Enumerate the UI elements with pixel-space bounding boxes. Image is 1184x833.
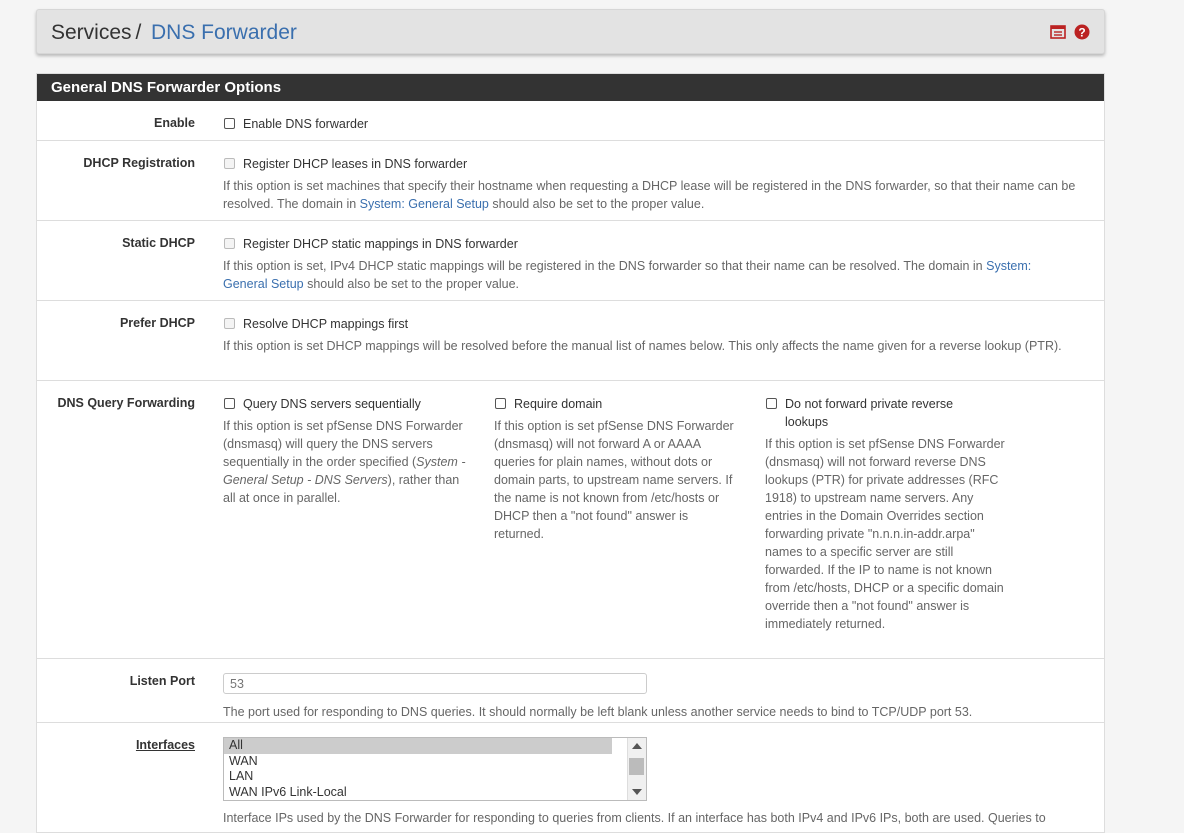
interfaces-listbox[interactable] xyxy=(223,737,647,801)
help-text: If this option is set machines that specify their hostname when requesting a DHCP lease will be registered in the DNS forwarder, so that their name can be resolved. The domain in xyxy=(223,179,1076,211)
no-private-reverse-help: If this option is set pfSense DNS Forwarder (dnsmasq) will not forward reverse DNS lookups (PTR) for private addresses (RFC 1918) to upstream name servers. Any entries in the Domain Overrides section forwarding private "n.n.n.in-addr.arpa" names to a specific server are still forwarded. If the IP to name is not known from /etc/hosts, DHCP or a specific domain override then a "not found" answer is immediately returned. xyxy=(765,437,1005,631)
listbox-scrollbar[interactable] xyxy=(627,738,646,800)
dhcp-registration-help xyxy=(223,177,1098,213)
interface-option[interactable]: All xyxy=(224,738,612,754)
general-setup-link[interactable]: System: General Setup xyxy=(359,197,489,211)
no-private-reverse-checkbox[interactable] xyxy=(766,398,777,409)
require-domain-checkbox[interactable] xyxy=(495,398,506,409)
general-options-panel xyxy=(36,73,1105,833)
static-dhcp-label: Static DHCP xyxy=(122,236,195,250)
help-text: ), rather than all at once in parallel. xyxy=(223,473,460,505)
panel-title: General DNS Forwarder Options xyxy=(37,74,1104,101)
enable-checkbox[interactable] xyxy=(224,118,235,129)
prefer-dhcp-checkbox[interactable] xyxy=(224,318,235,329)
static-dhcp-checkbox-label[interactable]: Register DHCP static mappings in DNS forwarder xyxy=(243,237,518,251)
row-listen-port xyxy=(37,658,1104,723)
no-private-reverse-label[interactable]: Do not forward private reverse lookups xyxy=(785,397,954,429)
listen-port-help: The port used for responding to DNS queries. It should normally be left blank unless another service needs to bind to TCP/UDP port 53. xyxy=(223,705,973,719)
row-prefer-dhcp xyxy=(37,300,1104,381)
interfaces-help: Interface IPs used by the DNS Forwarder for responding to queries from clients. If an interface has both IPv4 and IPv6 IPs, both are used. Queries to xyxy=(223,811,1046,825)
row-static-dhcp xyxy=(37,220,1104,301)
require-domain-label[interactable]: Require domain xyxy=(514,397,603,411)
interfaces-label[interactable]: Interfaces xyxy=(135,738,195,752)
interface-option[interactable]: WAN xyxy=(229,753,258,768)
help-icon[interactable] xyxy=(1074,24,1090,40)
help-text: should also be set to the proper value. xyxy=(303,277,520,291)
help-emphasis: System - General Setup - DNS Servers xyxy=(223,455,466,487)
scroll-thumb[interactable] xyxy=(629,758,644,775)
breadcrumb-root[interactable] xyxy=(51,21,141,45)
help-text: If this option is set, IPv4 DHCP static mappings will be registered in the DNS forwarder so that their name can be resolved. The domain in xyxy=(223,259,987,273)
log-icon[interactable] xyxy=(1050,24,1066,40)
help-text: If this option is set pfSense DNS Forwarder (dnsmasq) will query the DNS servers sequentially in the order specified ( xyxy=(223,419,463,469)
dhcp-registration-checkbox-label[interactable]: Register DHCP leases in DNS forwarder xyxy=(243,157,468,171)
dns-query-forwarding-label: DNS Query Forwarding xyxy=(57,396,195,410)
enable-label: Enable xyxy=(154,116,195,130)
svg-text:?: ? xyxy=(1078,25,1086,40)
enable-checkbox-label[interactable]: Enable DNS forwarder xyxy=(243,117,369,131)
require-domain-option xyxy=(494,395,739,543)
sequential-option xyxy=(223,395,468,507)
no-private-reverse-option xyxy=(765,395,1010,633)
query-sequential-checkbox[interactable] xyxy=(224,398,235,409)
query-sequential-help xyxy=(223,417,468,507)
require-domain-help: If this option is set pfSense DNS Forwarder (dnsmasq) will not forward A or AAAA queries for plain names, without dots or domain parts, to upstream name servers. If the name is not known from /etc/hosts or DHCP then a "not found" answer is returned. xyxy=(494,419,734,541)
row-interfaces xyxy=(37,722,1104,833)
row-dhcp-registration xyxy=(37,140,1104,221)
row-dns-query-forwarding xyxy=(37,380,1104,659)
general-setup-link[interactable]: System: General Setup xyxy=(223,259,1032,291)
breadcrumb-actions xyxy=(1050,24,1090,40)
dhcp-registration-label: DHCP Registration xyxy=(83,156,195,170)
breadcrumb-root-label[interactable]: Services xyxy=(51,21,132,44)
listen-port-label: Listen Port xyxy=(129,674,195,688)
prefer-dhcp-checkbox-label[interactable]: Resolve DHCP mappings first xyxy=(243,317,409,331)
static-dhcp-checkbox[interactable] xyxy=(224,238,235,249)
interface-option[interactable]: LAN xyxy=(229,769,254,783)
static-dhcp-help xyxy=(223,257,1074,293)
scroll-down-icon[interactable] xyxy=(632,789,642,795)
breadcrumb xyxy=(36,9,1105,54)
listen-port-input[interactable] xyxy=(223,673,647,694)
interface-option[interactable]: WAN IPv6 Link-Local xyxy=(229,784,347,799)
help-text: should also be set to the proper value. xyxy=(488,197,705,211)
scroll-up-icon[interactable] xyxy=(632,743,642,749)
prefer-dhcp-label: Prefer DHCP xyxy=(119,316,195,330)
query-sequential-label[interactable]: Query DNS servers sequentially xyxy=(243,397,421,411)
prefer-dhcp-help: If this option is set DHCP mappings will be resolved before the manual list of names below. This only affects the name given for a reverse lookup (PTR). xyxy=(223,339,1062,353)
page-title[interactable]: DNS Forwarder xyxy=(151,21,297,44)
row-enable xyxy=(37,101,1104,140)
breadcrumb-separator: / xyxy=(135,21,142,44)
dhcp-registration-checkbox[interactable] xyxy=(224,158,235,169)
